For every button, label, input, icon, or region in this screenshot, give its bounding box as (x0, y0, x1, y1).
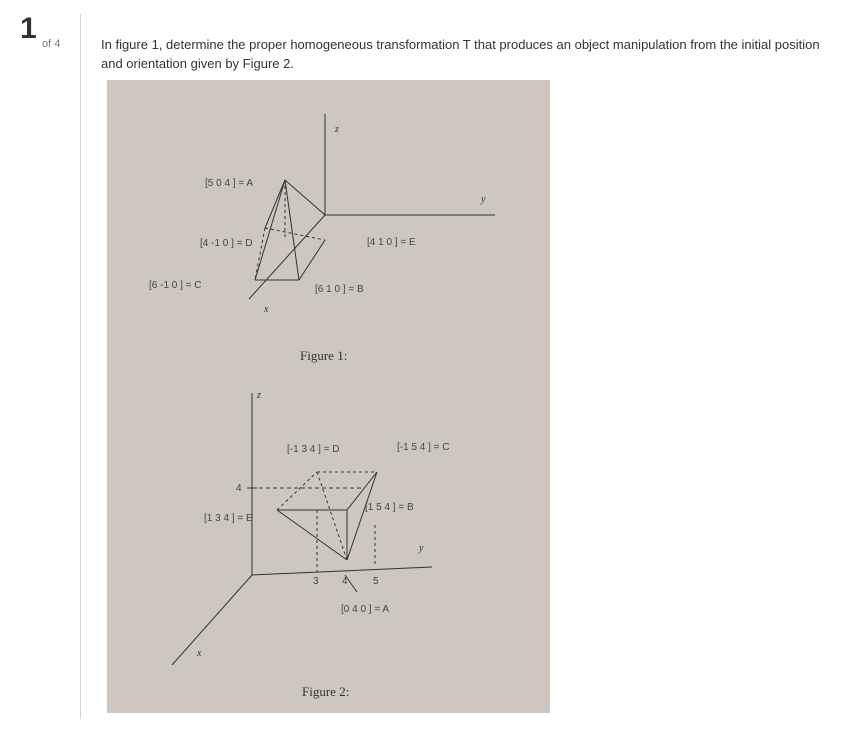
figure-1 (249, 114, 495, 299)
figure-photo (107, 80, 550, 713)
fig2-axis-x: x (197, 648, 202, 659)
fig1-axis-y: y (481, 194, 486, 205)
fig1-edge-dc (255, 228, 265, 280)
fig1-edge-de (265, 228, 325, 240)
question-text: In figure 1, determine the proper homogeneous transformation T that produces an object manipulation from the initial position and orientation given by Figure 2. (101, 37, 820, 71)
fig2-label-a: [0 4 0 ] = A (341, 604, 390, 615)
figure-drawing (107, 80, 550, 713)
question-count: of 4 (42, 38, 61, 50)
fig2-label-b: [1 5 4 ] = B (365, 502, 414, 513)
fig2-edge-ea (277, 510, 347, 560)
question-number: 1 (20, 12, 37, 45)
fig1-edge-ab (285, 180, 299, 280)
fig1-caption: Figure 1: (300, 348, 348, 363)
fig2-edge-ca (347, 472, 377, 560)
fig2-label-e: [1 3 4 ] = E (204, 513, 253, 524)
divider (80, 14, 81, 719)
fig1-axis-z: z (335, 124, 339, 135)
fig2-tick-label-4b: 4 (342, 576, 348, 587)
fig2-tick-label-5: 5 (373, 576, 379, 587)
fig1-edge-be (299, 240, 325, 280)
fig1-edge-ad (265, 180, 285, 228)
fig2-y-axis (252, 567, 432, 575)
fig1-label-a: [5 0 4 ] = A (205, 178, 254, 189)
fig2-tick-label-3: 3 (313, 576, 319, 587)
fig2-tick-label-4: 4 (236, 483, 242, 494)
figure-2 (172, 393, 432, 665)
fig1-label-e: [4 1 0 ] = E (367, 237, 416, 248)
fig2-axis-z: z (257, 390, 261, 401)
fig1-edge-ca (255, 180, 285, 280)
fig2-axis-y: y (419, 543, 424, 554)
fig2-caption: Figure 2: (302, 684, 350, 699)
fig1-axis-x: x (264, 304, 269, 315)
fig2-edge-da (317, 472, 347, 560)
fig2-label-c: [-1 5 4 ] = C (397, 442, 450, 453)
fig2-label-d: [-1 3 4 ] = D (287, 444, 340, 455)
fig1-label-b: [6 1 0 ] = B (315, 284, 364, 295)
fig1-label-c: [6 -1 0 ] = C (149, 280, 202, 291)
fig1-label-d: [4 -1 0 ] = D (200, 238, 253, 249)
fig2-x-axis (172, 575, 252, 665)
fig1-edge-ae (285, 180, 325, 215)
fig2-edge-ed (277, 472, 317, 510)
